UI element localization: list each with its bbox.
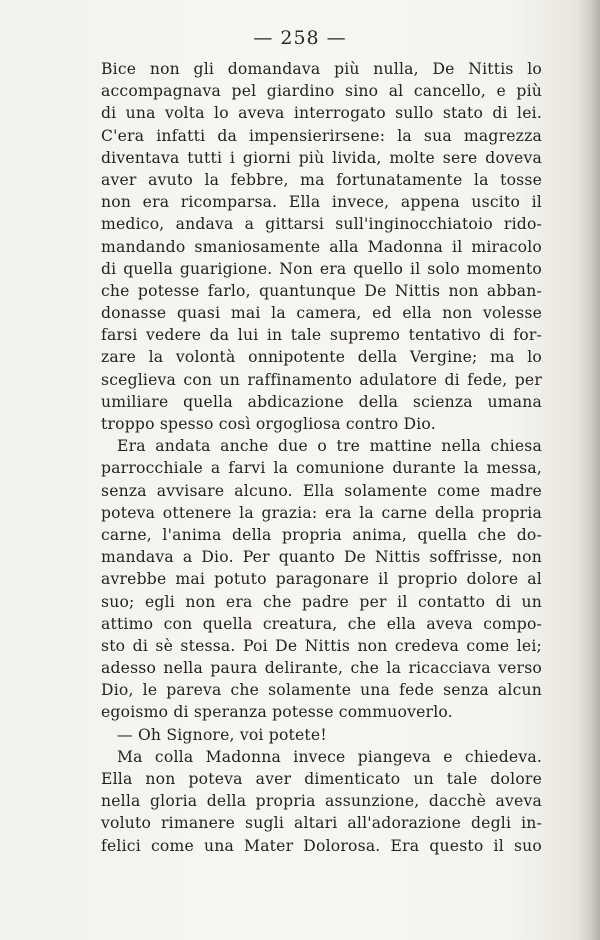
text-line: umiliare quella abdicazione della scienza umana	[101, 392, 542, 411]
text-line: di una volta lo aveva interrogato sullo stato di lei.	[101, 104, 542, 123]
text-line: che potesse farlo, quantunque De Nittis non abban-	[101, 281, 542, 300]
text-line: voluto rimanere sugli altari all'adorazione degli in-	[101, 814, 542, 833]
text-line: sceglieva con un raffinamento adulatore di fede, per	[101, 370, 542, 389]
text-line: donasse quasi mai la camera, ed ella non volesse	[101, 304, 542, 323]
text-line: C'era infatti da impensierirsene: la sua magrezza	[101, 126, 542, 145]
text-line: egoismo di speranza potesse commuoverlo.	[101, 703, 453, 722]
text-line: nella gloria della propria assunzione, dacchè aveva	[101, 792, 542, 811]
text-line: Ma colla Madonna invece piangeva e chiedeva.	[117, 747, 542, 766]
page-number: — 258 —	[253, 27, 347, 49]
text-line: felici come una Mater Dolorosa. Era questo il suo	[101, 836, 542, 855]
text-line: Dio, le pareva che solamente una fede senza alcun	[101, 681, 542, 700]
text-line: aver avuto la febbre, ma fortunatamente la tosse	[101, 170, 542, 189]
text-line: mandando smaniosamente alla Madonna il miracolo	[101, 237, 542, 256]
text-line: suo; egli non era che padre per il contatto di un	[101, 592, 542, 611]
text-line: carne, l'anima della propria anima, quella che do-	[101, 525, 542, 544]
text-line: Era andata anche due o tre mattine nella chiesa	[117, 437, 542, 456]
text-line: farsi vedere da lui in tale supremo tentativo di for-	[101, 326, 542, 345]
text-line: medico, andava a gittarsi sull'inginocchiatoio rido-	[101, 215, 542, 234]
text-line: senza avvisare alcuno. Ella solamente come madre	[101, 481, 542, 500]
text-line: zare la volontà onnipotente della Vergine; ma lo	[101, 348, 542, 367]
text-line: troppo spesso così orgogliosa contro Dio.	[101, 415, 436, 433]
text-line: — Oh Signore, voi potete!	[117, 725, 327, 744]
text-line: sto di sè stessa. Poi De Nittis non credeva come lei;	[101, 636, 542, 655]
text-line: adesso nella paura delirante, che la ricacciava verso	[101, 659, 542, 678]
text-line: parrocchiale a farvi la comunione durante la messa,	[101, 459, 542, 478]
text-line: non era ricomparsa. Ella invece, appena uscito il	[101, 193, 542, 212]
text-line: di quella guarigione. Non era quello il solo momento	[101, 259, 542, 278]
body-text	[101, 58, 542, 857]
text-line: diventava tutti i giorni più livida, molte sere doveva	[101, 148, 542, 167]
text-line: avrebbe mai potuto paragonare il proprio dolore al	[101, 570, 542, 589]
text-line: accompagnava pel giardino sino al cancello, e più	[101, 82, 542, 101]
text-line: poteva ottenere la grazia: era la carne della propria	[101, 503, 542, 522]
text-line: attimo con quella creatura, che ella aveva compo-	[101, 614, 542, 633]
text-line: Bice non gli domandava più nulla, De Nittis lo	[101, 60, 542, 78]
text-line: mandava a Dio. Per quanto De Nittis soffrisse, non	[101, 548, 542, 567]
page-edge-shadow	[578, 0, 600, 940]
text-line: Ella non poteva aver dimenticato un tale dolore	[101, 770, 542, 788]
